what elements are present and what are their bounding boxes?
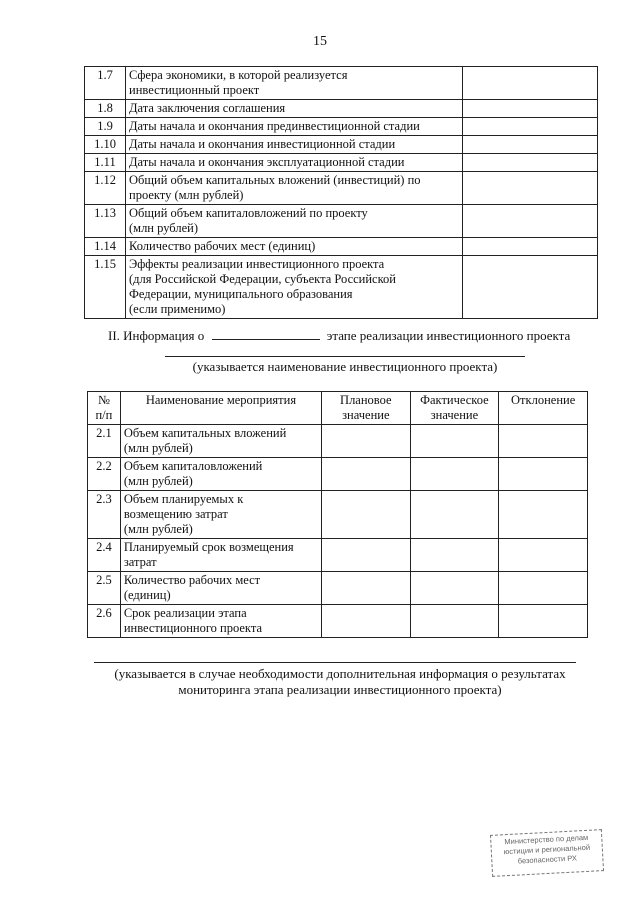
additional-info-line [94, 662, 576, 663]
table-row [88, 539, 588, 572]
row-label: Эффекты реализации инвестиционного проекта (для Российской Федерации, субъекта Российской Федерации, муниципального образования (если применимо) [126, 256, 463, 319]
row-value-cell[interactable] [463, 172, 598, 205]
row-value-cell[interactable] [463, 256, 598, 319]
planned-value-cell[interactable] [322, 458, 410, 491]
project-name-caption: (указывается наименование инвестиционного проекта) [192, 359, 498, 374]
row-value-cell[interactable] [463, 205, 598, 238]
activity-name: Количество рабочих мест (единиц) [120, 572, 321, 605]
row-label: Количество рабочих мест (единиц) [126, 238, 463, 256]
deviation-value-cell[interactable] [499, 458, 588, 491]
row-label: Даты начала и окончания эксплуатационной стадии [126, 154, 463, 172]
row-value-cell[interactable] [463, 238, 598, 256]
activity-name: Планируемый срок возмещения затрат [120, 539, 321, 572]
table-row [85, 136, 598, 154]
stage-blank-field [212, 327, 320, 340]
table-row [85, 118, 598, 136]
deviation-value-cell[interactable] [499, 491, 588, 539]
deviation-value-cell[interactable] [499, 539, 588, 572]
row-number: 1.15 [85, 256, 126, 319]
actual-value-cell[interactable] [410, 425, 499, 458]
planned-value-cell[interactable] [322, 605, 410, 638]
row-number: 2.5 [88, 572, 121, 605]
row-value-cell[interactable] [463, 100, 598, 118]
registration-stamp: Министерство по делам юстиции и региональной безопасности РХ [490, 829, 604, 877]
row-value-cell[interactable] [463, 67, 598, 100]
header-actual: Фактическое значение [410, 392, 499, 425]
planned-value-cell[interactable] [322, 491, 410, 539]
table-row [85, 100, 598, 118]
row-label: Общий объем капиталовложений по проекту (млн рублей) [126, 205, 463, 238]
row-label: Даты начала и окончания инвестиционной стадии [126, 136, 463, 154]
table-row [88, 572, 588, 605]
actual-value-cell[interactable] [410, 539, 499, 572]
row-label: Общий объем капитальных вложений (инвестиций) по проекту (млн рублей) [126, 172, 463, 205]
row-number: 2.6 [88, 605, 121, 638]
info-table-part1 [84, 66, 598, 319]
table-row [85, 256, 598, 319]
header-planned: Плановое значение [322, 392, 410, 425]
row-label: Даты начала и окончания прединвестиционной стадии [126, 118, 463, 136]
planned-value-cell[interactable] [322, 425, 410, 458]
actual-value-cell[interactable] [410, 572, 499, 605]
row-label: Сфера экономики, в которой реализуется инвестиционный проект [126, 67, 463, 100]
project-name-line [165, 356, 525, 357]
activity-name: Срок реализации этапа инвестиционного проекта [120, 605, 321, 638]
activity-name: Объем капиталовложений (млн рублей) [120, 458, 321, 491]
row-value-cell[interactable] [463, 118, 598, 136]
row-number: 1.8 [85, 100, 126, 118]
table-row [85, 172, 598, 205]
table-row [88, 605, 588, 638]
table-row [85, 238, 598, 256]
row-number: 1.10 [85, 136, 126, 154]
planned-value-cell[interactable] [322, 572, 410, 605]
row-value-cell[interactable] [463, 154, 598, 172]
monitoring-table [87, 391, 588, 638]
deviation-value-cell[interactable] [499, 425, 588, 458]
header-num: № п/п [88, 392, 121, 425]
row-number: 1.9 [85, 118, 126, 136]
planned-value-cell[interactable] [322, 539, 410, 572]
row-number: 1.12 [85, 172, 126, 205]
table-row [88, 425, 588, 458]
activity-name: Объем капитальных вложений (млн рублей) [120, 425, 321, 458]
row-number: 1.13 [85, 205, 126, 238]
table-row [85, 205, 598, 238]
row-number: 2.3 [88, 491, 121, 539]
actual-value-cell[interactable] [410, 605, 499, 638]
table-row [85, 154, 598, 172]
row-number: 2.1 [88, 425, 121, 458]
table-row [85, 67, 598, 100]
section-title-prefix: II. Информация о [108, 328, 205, 343]
section-title [108, 327, 570, 344]
header-deviation: Отклонение [499, 392, 588, 425]
section-title-suffix: этапе реализации инвестиционного проекта [326, 328, 571, 343]
row-number: 2.4 [88, 539, 121, 572]
table-row [88, 458, 588, 491]
deviation-value-cell[interactable] [499, 572, 588, 605]
actual-value-cell[interactable] [410, 491, 499, 539]
activity-name: Объем планируемых к возмещению затрат (млн рублей) [120, 491, 321, 539]
row-number: 1.11 [85, 154, 126, 172]
header-name: Наименование мероприятия [120, 392, 321, 425]
actual-value-cell[interactable] [410, 458, 499, 491]
table-row [88, 491, 588, 539]
row-number: 2.2 [88, 458, 121, 491]
page-number: 15 [313, 34, 327, 49]
row-number: 1.14 [85, 238, 126, 256]
row-number: 1.7 [85, 67, 126, 100]
row-label: Дата заключения соглашения [126, 100, 463, 118]
deviation-value-cell[interactable] [499, 605, 588, 638]
table-header-row [88, 392, 588, 425]
additional-info-caption: (указывается в случае необходимости дополнительная информация о результатах мониторинга этапа реализации инвестиционного проекта) [114, 666, 566, 697]
row-value-cell[interactable] [463, 136, 598, 154]
